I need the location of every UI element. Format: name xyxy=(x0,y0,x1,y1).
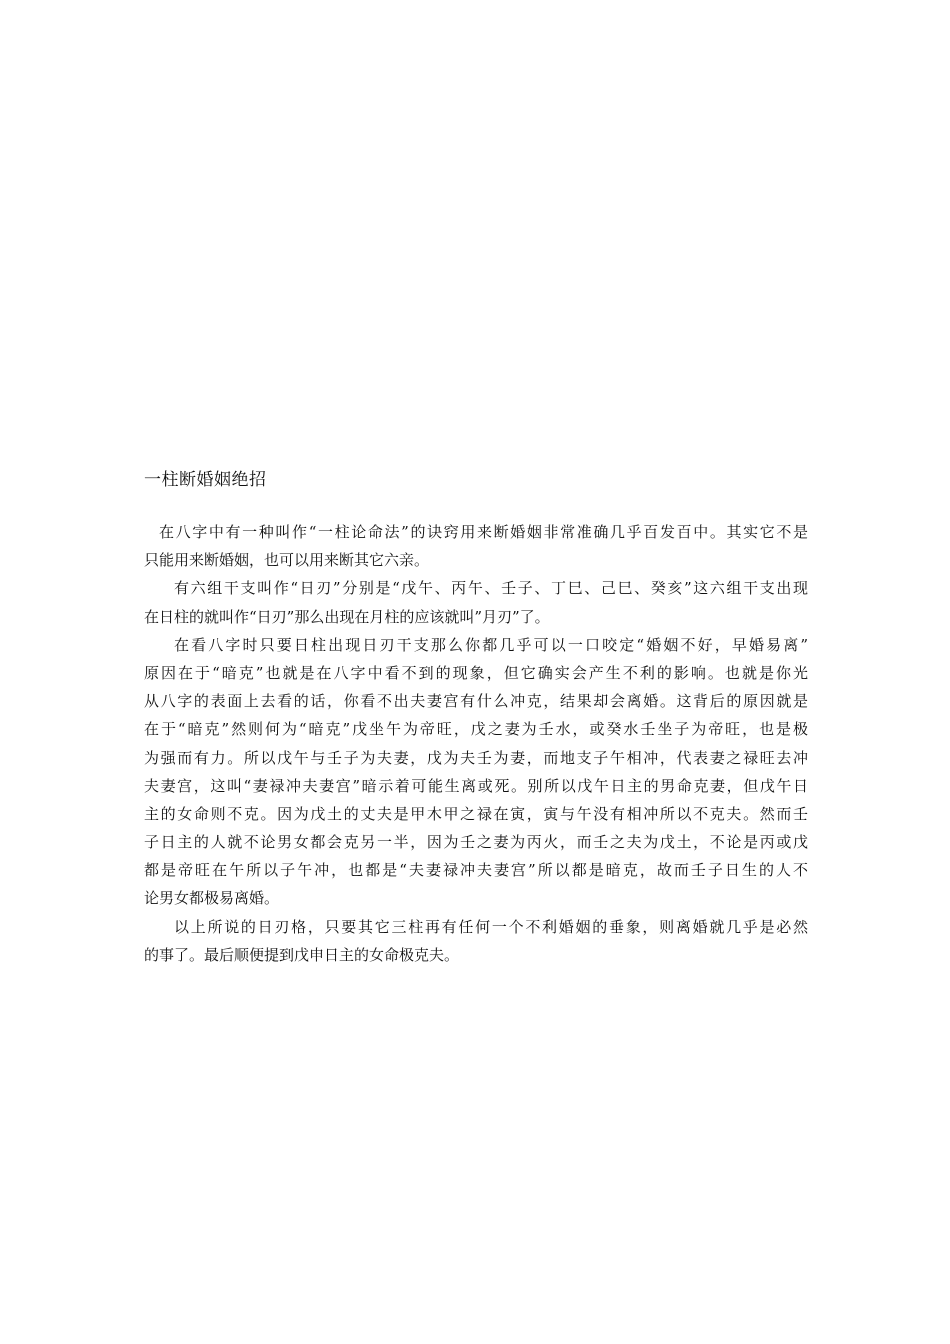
paragraph-3-line-4: 在于“暗克”然则何为“暗克”戊坐午为帝旺，戊之妻为壬水，或癸水壬坐子为帝旺，也是极 xyxy=(144,720,808,739)
paragraph-1-line-2: 只能用来断婚姻，也可以用来断其它六亲。 xyxy=(144,551,430,570)
paragraph-3-line-1: 在看八字时只要日柱出现日刃干支那么你都几乎可以一口咬定“婚姻不好，早婚易离” xyxy=(174,635,808,654)
paragraph-1-line-1: 在八字中有一种叫作“一柱论命法”的诀窍用来断婚姻非常准确几乎百发百中。其实它不是 xyxy=(159,523,808,541)
paragraph-3-line-5: 为强而有力。所以戊午与壬子为夫妻，戊为夫壬为妻，而地支子午相冲，代表妻之禄旺去冲 xyxy=(144,748,808,767)
document-body xyxy=(144,518,808,969)
paragraph-3-line-9: 都是帝旺在午所以子午冲，也都是“夫妻禄冲夫妻宫”所以都是暗克，故而壬子日生的人不 xyxy=(144,861,808,880)
paragraph-4-line-2: 的事了。最后顺便提到戊申日主的女命极克夫。 xyxy=(144,945,460,964)
paragraph-3-line-10: 论男女都极易离婚。 xyxy=(144,889,280,908)
document-title: 一柱断婚姻绝招 xyxy=(144,470,267,490)
paragraph-2-line-1: 有六组干支叫作“日刃”分别是“戊午、丙午、壬子、丁巳、己巳、癸亥”这六组干支出现 xyxy=(174,579,808,598)
paragraph-3-line-7: 主的女命则不克。因为戊土的丈夫是甲木甲之禄在寅，寅与午没有相冲所以不克夫。然而壬 xyxy=(144,804,808,823)
paragraph-3-line-6: 夫妻宫，这叫“妻禄冲夫妻宫”暗示着可能生离或死。别所以戊午日主的男命克妻，但戊午日 xyxy=(144,776,808,795)
paragraph-3-line-8: 子日主的人就不论男女都会克另一半，因为壬之妻为丙火，而壬之夫为戊土，不论是丙或戊 xyxy=(144,833,808,852)
paragraph-3-line-3: 从八字的表面上去看的话，你看不出夫妻宫有什么冲克，结果却会离婚。这背后的原因就是 xyxy=(144,692,808,711)
paragraph-3-line-2: 原因在于“暗克”也就是在八字中看不到的现象，但它确实会产生不利的影响。也就是你光 xyxy=(144,663,808,682)
paragraph-4-line-1: 以上所说的日刃格，只要其它三柱再有任何一个不利婚姻的垂象，则离婚就几乎是必然 xyxy=(174,917,808,936)
paragraph-2-line-2: 在日柱的就叫作“日刃”那么出现在月柱的应该就叫”月刃”了。 xyxy=(144,607,550,626)
